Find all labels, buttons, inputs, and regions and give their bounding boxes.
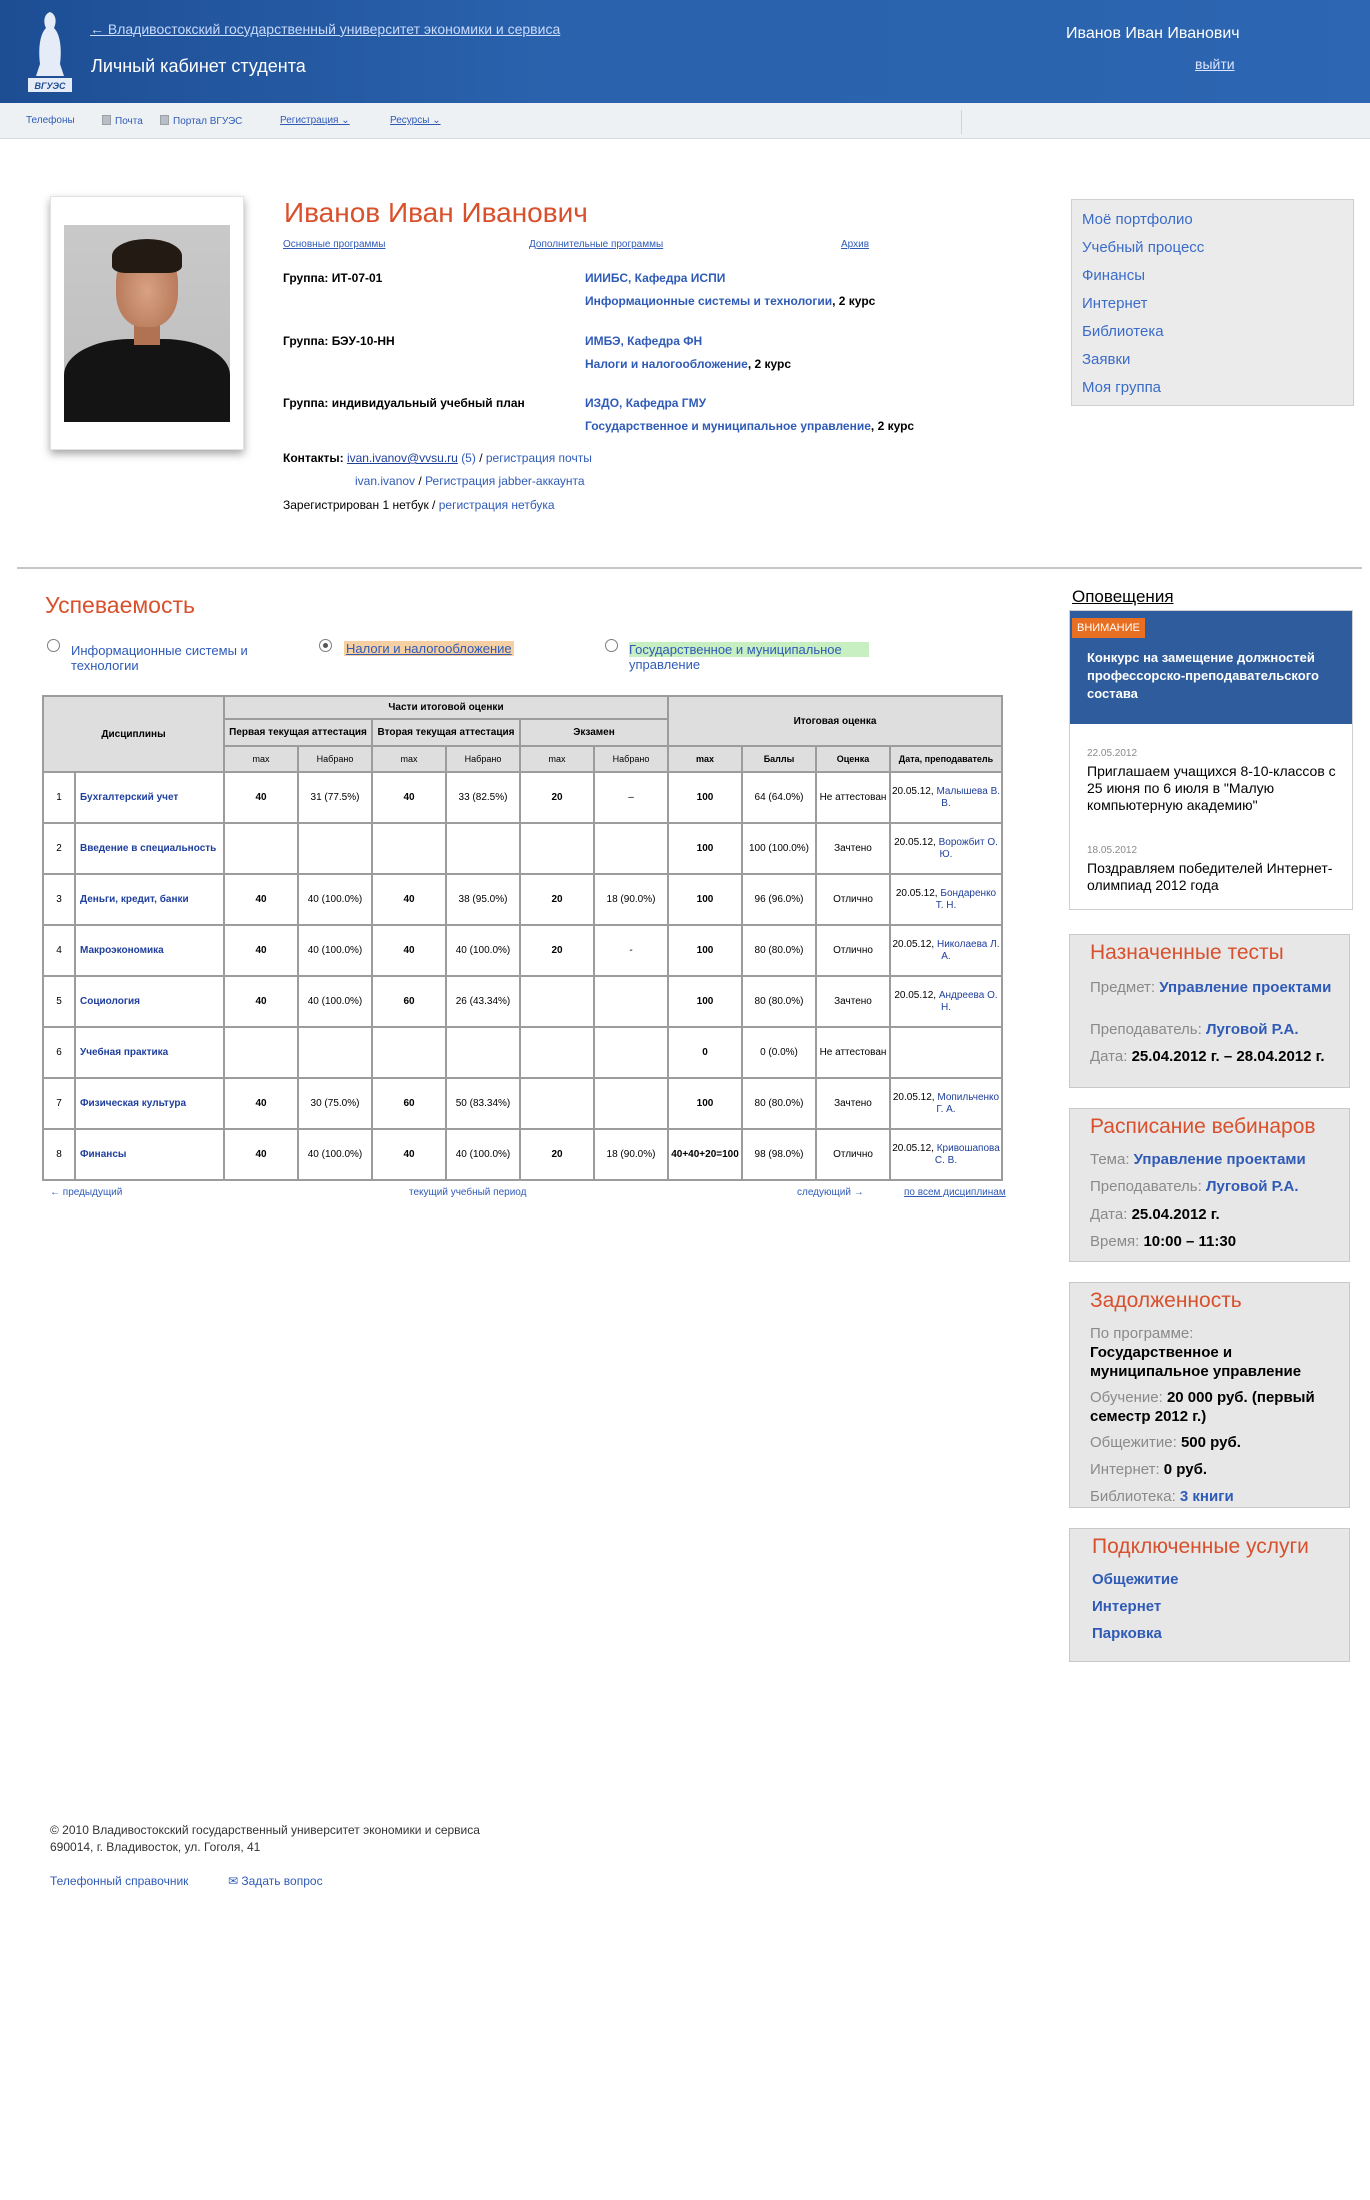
cell-grade: Не аттестован <box>817 773 889 822</box>
cell-name[interactable]: Деньги, кредит, банки <box>76 875 223 924</box>
cell-pts: 80 (80.0%) <box>743 926 815 975</box>
menu-my-group[interactable]: Моя группа <box>1082 379 1162 396</box>
student-photo-frame <box>50 196 244 450</box>
header-date-teacher: Дата, преподаватель <box>891 747 1001 771</box>
tests-teacher: Преподаватель: Луговой Р.А. <box>1090 1021 1299 1038</box>
notifications-box <box>1069 610 1353 910</box>
cell-se: - <box>595 926 667 975</box>
cell-m1: 40 <box>225 926 297 975</box>
cell-date-teacher[interactable]: 20.05.12, Мопильченко Г. А. <box>891 1079 1001 1128</box>
cell-s1: 40 (100.0%) <box>299 875 371 924</box>
cell-s2: 26 (43.34%) <box>447 977 519 1026</box>
mail-icon <box>102 115 111 125</box>
cell-date-teacher[interactable]: 20.05.12, Бондаренко Т. Н. <box>891 875 1001 924</box>
header-max: max <box>225 747 297 771</box>
cell-name[interactable]: Финансы <box>76 1130 223 1179</box>
cell-pts: 100 (100.0%) <box>743 824 815 873</box>
menu-finance[interactable]: Финансы <box>1082 267 1145 284</box>
cell-se <box>595 824 667 873</box>
debt-library: Библиотека: 3 книги <box>1090 1488 1234 1505</box>
cell-me: 20 <box>521 1130 593 1179</box>
toolbar <box>0 103 1370 139</box>
cell-m1 <box>225 824 297 873</box>
cell-s2: 50 (83.34%) <box>447 1079 519 1128</box>
cell-grade: Зачтено <box>817 824 889 873</box>
cell-n: 3 <box>44 875 74 924</box>
toolbar-portal[interactable]: Портал ВГУЭС <box>160 115 242 127</box>
cell-s1: 40 (100.0%) <box>299 1130 371 1179</box>
email-link[interactable]: ivan.ivanov@vvsu.ru <box>346 451 458 465</box>
cell-name[interactable]: Учебная практика <box>76 1028 223 1077</box>
cell-se: 18 (90.0%) <box>595 1130 667 1179</box>
webinar-topic: Тема: Управление проектами <box>1090 1151 1306 1168</box>
cell-n: 6 <box>44 1028 74 1077</box>
webinar-date: Дата: 25.04.2012 г. <box>1090 1206 1220 1223</box>
notification-date: 22.05.2012 <box>1087 748 1138 759</box>
pager-all-disciplines[interactable]: по всем дисциплинам <box>904 1187 1006 1198</box>
header <box>0 0 1370 103</box>
cell-s2 <box>447 824 519 873</box>
group-label-3: Группа: индивидуальный учебный план <box>283 396 525 410</box>
cell-me <box>521 977 593 1026</box>
cell-s1: 40 (100.0%) <box>299 926 371 975</box>
footer-copyright: © 2010 Владивостокский государственный университет экономики и сервиса 690014, г. Владивосток, ул. Гоголя, 41 <box>50 1823 480 1854</box>
menu-internet[interactable]: Интернет <box>1082 295 1148 312</box>
header-final-max: max <box>669 747 741 771</box>
table-row <box>44 773 1001 822</box>
menu-requests[interactable]: Заявки <box>1082 351 1131 368</box>
debt-program: Государственное и муниципальное управление <box>1090 1344 1302 1380</box>
cell-me: 20 <box>521 773 593 822</box>
debt-panel <box>1069 1282 1350 1508</box>
cell-se: – <box>595 773 667 822</box>
toolbar-resources[interactable]: Ресурсы ⌄ <box>390 115 441 126</box>
webinars-title: Расписание вебинаров <box>1090 1115 1316 1138</box>
tests-date: Дата: 25.04.2012 г. – 28.04.2012 г. <box>1090 1048 1325 1065</box>
email-count[interactable]: (5) <box>461 451 476 465</box>
phonebook-link[interactable]: Телефонный справочник <box>50 1874 189 1888</box>
header-scored: Набрано <box>447 747 519 771</box>
cell-m2: 40 <box>373 773 445 822</box>
cell-pts: 0 (0.0%) <box>743 1028 815 1077</box>
cell-grade: Не аттестован <box>817 1028 889 1077</box>
logo-text: ВГУЭС <box>34 81 66 91</box>
menu-portfolio[interactable]: Моё портфолио <box>1082 211 1193 228</box>
menu-study-process[interactable]: Учебный процесс <box>1082 239 1205 256</box>
program-radio-2[interactable] <box>319 639 332 652</box>
cabinet-title: Личный кабинет студента <box>91 56 306 76</box>
group-dept-link-3[interactable]: ИЗДО, Кафедра ГМУ <box>585 396 707 410</box>
cell-me: 20 <box>521 875 593 924</box>
cell-m1: 40 <box>225 1079 297 1128</box>
cell-m2: 40 <box>373 1130 445 1179</box>
cell-fmax: 100 <box>669 1079 741 1128</box>
section-divider <box>17 567 1362 569</box>
header-final: Итоговая оценка <box>669 697 1001 745</box>
debt-internet: Интернет: 0 руб. <box>1090 1461 1208 1478</box>
cell-pts: 64 (64.0%) <box>743 773 815 822</box>
services-title: Подключенные услуги <box>1092 1535 1309 1558</box>
cell-m2 <box>373 1028 445 1077</box>
notification-featured[interactable] <box>1070 611 1352 724</box>
cell-fmax: 100 <box>669 977 741 1026</box>
group-dept-link-1[interactable]: ИИИБС, Кафедра ИСПИ <box>585 271 726 285</box>
cell-grade: Отлично <box>817 1130 889 1179</box>
header-scored: Набрано <box>299 747 371 771</box>
cell-grade: Отлично <box>817 926 889 975</box>
toolbar-separator <box>961 110 962 134</box>
cell-me <box>521 1028 593 1077</box>
cell-name[interactable]: Макроэкономика <box>76 926 223 975</box>
netbook-line: Зарегистрирован 1 нетбук / регистрация нетбука <box>283 498 555 512</box>
group-program-2: Налоги и налогообложение, 2 курс <box>585 357 792 371</box>
cell-pts: 98 (98.0%) <box>743 1130 815 1179</box>
student-photo <box>64 225 230 422</box>
webinars-panel <box>1069 1108 1350 1262</box>
services-panel <box>1069 1528 1350 1662</box>
cell-s1: 30 (75.0%) <box>299 1079 371 1128</box>
cell-n: 1 <box>44 773 74 822</box>
notification-date: 18.05.2012 <box>1087 845 1138 856</box>
header-scored: Набрано <box>595 747 667 771</box>
ask-question-link[interactable]: ✉ Задать вопрос <box>228 1874 323 1888</box>
portal-icon <box>160 115 169 125</box>
service-parking: Парковка <box>1092 1625 1162 1642</box>
notifications-title[interactable]: Оповещения <box>1072 587 1174 606</box>
cell-se <box>595 1079 667 1128</box>
cell-grade: Зачтено <box>817 1079 889 1128</box>
header-second-attestation: Вторая текущая аттестация <box>373 720 519 745</box>
right-menu <box>1071 199 1354 406</box>
cell-s1 <box>299 824 371 873</box>
table-row <box>44 824 1001 873</box>
header-parts: Части итоговой оценки <box>225 697 667 718</box>
cell-m1: 40 <box>225 875 297 924</box>
cell-name[interactable]: Физическая культура <box>76 1079 223 1128</box>
cell-m2: 60 <box>373 1079 445 1128</box>
group-label-2: Группа: БЭУ-10-НН <box>283 334 395 348</box>
cell-s2: 38 (95.0%) <box>447 875 519 924</box>
header-user-name: Иванов Иван Иванович <box>1066 25 1240 42</box>
cell-m2: 40 <box>373 926 445 975</box>
webinar-time: Время: 10:00 – 11:30 <box>1090 1233 1237 1250</box>
attention-badge: ВНИМАНИЕ <box>1072 618 1145 638</box>
grades-table <box>42 695 1003 1181</box>
header-first-attestation: Первая текущая аттестация <box>225 720 371 745</box>
cell-date-teacher[interactable] <box>891 1028 1001 1077</box>
group-label-1: Группа: ИТ-07-01 <box>283 271 383 285</box>
cell-s2 <box>447 1028 519 1077</box>
notification-headline[interactable]: Конкурс на замещение должностей профессорско-преподавательского состава <box>1087 650 1319 701</box>
group-program-1: Информационные системы и технологии, 2 курс <box>585 294 876 308</box>
toolbar-registration[interactable]: Регистрация ⌄ <box>280 115 350 126</box>
university-link[interactable]: ← Владивостокский государственный университет экономики и сервиса <box>90 21 561 37</box>
cell-s1 <box>299 1028 371 1077</box>
header-discipline: Дисциплины <box>44 697 223 771</box>
pager-next[interactable]: следующий → <box>797 1187 864 1198</box>
cell-s2: 40 (100.0%) <box>447 1130 519 1179</box>
university-logo[interactable] <box>26 8 74 94</box>
cell-se <box>595 1028 667 1077</box>
jabber-line: ivan.ivanov / Регистрация jabber-аккаунта <box>355 474 585 488</box>
debt-study: Обучение: 20 000 руб. (первый семестр 2012 г.) <box>1090 1389 1315 1425</box>
jabber-account[interactable]: ivan.ivanov <box>355 474 416 488</box>
debt-program-label: По программе: <box>1090 1325 1194 1342</box>
cell-name[interactable]: Бухгалтерский учет <box>76 773 223 822</box>
cell-date-teacher[interactable]: 20.05.12, Малышева В. В. <box>891 773 1001 822</box>
netbook-registration-link[interactable]: регистрация нетбука <box>438 498 555 512</box>
header-grade: Оценка <box>817 747 889 771</box>
program-radio-3[interactable] <box>605 639 618 652</box>
group-dept-link-2[interactable]: ИМБЭ, Кафедра ФН <box>585 334 703 348</box>
cell-n: 5 <box>44 977 74 1026</box>
cell-m1 <box>225 1028 297 1077</box>
mail-registration-link[interactable]: регистрация почты <box>485 451 592 465</box>
debt-title: Задолженность <box>1090 1289 1242 1312</box>
tab-main-programs[interactable]: Основные программы <box>283 239 386 250</box>
cell-m1: 40 <box>225 977 297 1026</box>
tests-title: Назначенные тесты <box>1090 941 1284 964</box>
student-name: Иванов Иван Иванович <box>284 197 588 228</box>
program-option-2[interactable]: Налоги и налогообложение <box>346 641 512 656</box>
cell-s2: 40 (100.0%) <box>447 926 519 975</box>
cell-pts: 80 (80.0%) <box>743 977 815 1026</box>
notification-text[interactable]: Приглашаем учащихся 8-10-классов с 25 июня по 6 июля в "Малую компьютерную академию" <box>1087 763 1336 813</box>
header-exam: Экзамен <box>521 720 667 745</box>
cell-m2 <box>373 824 445 873</box>
cell-se: 18 (90.0%) <box>595 875 667 924</box>
cell-pts: 80 (80.0%) <box>743 1079 815 1128</box>
pager-prev[interactable]: ← предыдущий <box>50 1187 123 1198</box>
pager-current[interactable]: текущий учебный период <box>409 1187 527 1198</box>
jabber-registration-link[interactable]: Регистрация jabber-аккаунта <box>425 474 585 488</box>
program-option-3[interactable]: Государственное и муниципальное управление <box>629 642 879 672</box>
performance-title: Успеваемость <box>45 592 195 618</box>
cell-me <box>521 1079 593 1128</box>
cell-fmax: 100 <box>669 773 741 822</box>
logout-link[interactable]: выйти <box>1195 56 1235 72</box>
cell-m2: 60 <box>373 977 445 1026</box>
cell-grade: Отлично <box>817 875 889 924</box>
cell-m2: 40 <box>373 875 445 924</box>
tab-additional-programs[interactable]: Дополнительные программы <box>529 239 664 250</box>
tests-subject: Предмет: Управление проектами <box>1090 979 1332 996</box>
table-row <box>44 1130 1001 1179</box>
table-row <box>44 1079 1001 1128</box>
assigned-tests-panel <box>1069 934 1350 1088</box>
cell-n: 2 <box>44 824 74 873</box>
notification-text[interactable]: Поздравляем победителей Интернет-олимпиад 2012 года <box>1087 860 1333 893</box>
cell-date-teacher[interactable]: 20.05.12, Кривошапова С. В. <box>891 1130 1001 1179</box>
menu-library[interactable]: Библиотека <box>1082 323 1164 340</box>
webinar-teacher: Преподаватель: Луговой Р.А. <box>1090 1178 1299 1195</box>
tab-archive[interactable]: Архив <box>841 239 870 250</box>
toolbar-phones[interactable]: Телефоны <box>26 115 75 126</box>
table-row <box>44 1028 1001 1077</box>
cell-name[interactable]: Введение в специальность <box>76 824 223 873</box>
service-internet: Интернет <box>1092 1598 1162 1615</box>
header-max: max <box>521 747 593 771</box>
cell-s1: 40 (100.0%) <box>299 977 371 1026</box>
cell-me <box>521 824 593 873</box>
cell-fmax: 0 <box>669 1028 741 1077</box>
cell-n: 7 <box>44 1079 74 1128</box>
cell-s1: 31 (77.5%) <box>299 773 371 822</box>
program-option-1[interactable]: Информационные системы и технологии <box>71 643 248 673</box>
table-row <box>44 977 1001 1026</box>
cell-name[interactable]: Социология <box>76 977 223 1026</box>
cell-fmax: 100 <box>669 875 741 924</box>
cell-m1: 40 <box>225 1130 297 1179</box>
cell-m1: 40 <box>225 773 297 822</box>
group-program-3: Государственное и муниципальное управление, 2 курс <box>585 419 915 433</box>
table-row <box>44 926 1001 975</box>
cell-date-teacher[interactable]: 20.05.12, Николаева Л. А. <box>891 926 1001 975</box>
cell-s2: 33 (82.5%) <box>447 773 519 822</box>
header-max: max <box>373 747 445 771</box>
cell-grade: Зачтено <box>817 977 889 1026</box>
table-row <box>44 875 1001 924</box>
contacts-line: Контакты: ivan.ivanov@vvsu.ru (5) / регистрация почты <box>283 451 592 465</box>
program-radio-1[interactable] <box>47 639 60 652</box>
cell-se <box>595 977 667 1026</box>
cell-pts: 96 (96.0%) <box>743 875 815 924</box>
cell-n: 8 <box>44 1130 74 1179</box>
cell-fmax: 40+40+20=100 <box>669 1130 741 1179</box>
debt-dorm: Общежитие: 500 руб. <box>1090 1434 1241 1451</box>
cell-date-teacher[interactable]: 20.05.12, Андреева О. Н. <box>891 977 1001 1026</box>
service-dorm: Общежитие <box>1092 1571 1179 1588</box>
toolbar-mail[interactable]: Почта <box>102 115 143 127</box>
header-points: Баллы <box>743 747 815 771</box>
cell-fmax: 100 <box>669 824 741 873</box>
cell-date-teacher[interactable]: 20.05.12, Ворожбит О. Ю. <box>891 824 1001 873</box>
cell-n: 4 <box>44 926 74 975</box>
cell-me: 20 <box>521 926 593 975</box>
cell-fmax: 100 <box>669 926 741 975</box>
